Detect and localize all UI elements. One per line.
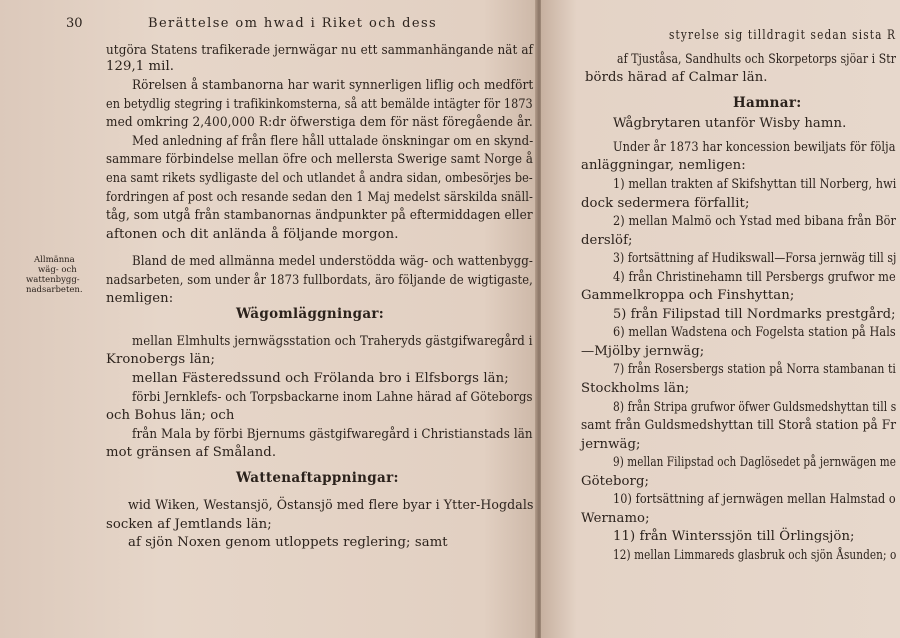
text-line: Göteborg; (581, 474, 650, 489)
right-page (541, 0, 900, 638)
text-line: 11) från Winterssjön till Örlingsjön; (613, 529, 855, 544)
text-line: Stockholms län; (581, 381, 690, 396)
text-line: anläggningar, nemligen: (581, 158, 746, 173)
text-line: jernwäg; (581, 437, 641, 452)
text-line: 7) från Rosersbergs station på Norra stambanan ti (613, 362, 896, 377)
text-line: derslöf; (581, 233, 633, 248)
section-heading-harbours: Hamnar: (733, 95, 802, 111)
text-line: fordringen af post och resande sedan den 1 Maj medelst särskilda snäll- (106, 190, 534, 205)
text-line: mellan Elmhults jernwägsstation och Traheryds gästgifwaregård i (132, 334, 533, 349)
text-line: 1) mellan trakten af Skifshyttan till Norberg, hwi (613, 177, 897, 192)
text-line: utgöra Statens trafikerade jernwägar nu ett sammanhängande nät af (106, 43, 534, 58)
text-line: Bland de med allmänna medel understödda wäg- och wattenbygg- (132, 254, 533, 269)
text-line: nemligen: (106, 291, 174, 306)
text-line: Under år 1873 har koncession bewiljats för följa (613, 140, 896, 155)
text-line: dock sedermera förfallit; (581, 196, 750, 211)
text-line: ena samt rikets sydligaste del och utlandet å andra sidan, ombesörjes be- (106, 171, 533, 186)
text-line: 4) från Christinehamn till Persbergs grufwor me (613, 270, 896, 285)
text-line: med omkring 2,400,000 R:dr öfwerstiga dem för näst föregående år. (106, 115, 533, 130)
text-line: en betydlig stegring i trafikinkomsterna, så att bemälde intägter för 1873 (106, 97, 533, 112)
running-head: styrelse sig tilldragit sedan sista R (669, 28, 897, 43)
text-line: 9) mellan Filipstad och Daglösedet på jernwägen me (613, 455, 896, 470)
text-line: af Tjuståsa, Sandhults och Skorpetorps sjöar i Str (617, 52, 897, 67)
text-line: mot gränsen af Småland. (106, 445, 277, 460)
text-line: wid Wiken, Westansjö, Östansjö med flere byar i Ytter-Hogdals (128, 498, 534, 513)
text-line: 10) fortsättning af jernwägen mellan Halmstad o (613, 492, 896, 507)
text-line: samt från Guldsmedshyttan till Storå station på Fr (581, 418, 897, 433)
text-line: börds härad af Calmar län. (585, 70, 768, 85)
margin-note-line: Allmänna (34, 255, 75, 265)
text-line: aftonen och dit anlända å följande morgon. (106, 227, 399, 242)
text-line: 12) mellan Limmareds glasbruk och sjön Åsunden; o (613, 548, 897, 563)
text-line: nadsarbeten, som under år 1873 fullbordats, äro följande de wigtigaste, (106, 273, 533, 288)
text-line: sammare förbindelse mellan öfre och mellersta Swerige samt Norge å (106, 152, 534, 167)
text-line: —Mjölby jernwäg; (581, 344, 705, 359)
text-line: förbi Jernklefs- och Torpsbackarne inom Lahne härad af Göteborgs (132, 390, 533, 405)
running-head: Berättelse om hwad i Riket och dess (148, 16, 438, 31)
text-line: 129,1 mil. (106, 59, 175, 74)
text-line: 8) från Stripa grufwor öfwer Guldsmedshyttan till s (613, 400, 897, 415)
text-line: 5) från Filipstad till Nordmarks prestgård; (613, 307, 896, 322)
text-line: Wågbrytaren utanför Wisby hamn. (613, 116, 847, 131)
text-line: Gammelkroppa och Finshyttan; (581, 288, 795, 303)
margin-note-line: nadsarbeten. (26, 285, 83, 295)
margin-note-line: wäg- och (38, 265, 77, 275)
page-number: 30 (66, 16, 83, 31)
section-heading-water: Wattenaftappningar: (236, 470, 399, 486)
text-line: tåg, som utgå från stambanornas ändpunkter på eftermiddagen eller (106, 208, 533, 223)
text-line: 2) mellan Malmö och Ystad med bibana från Bör (613, 214, 897, 229)
text-line: Wernamo; (581, 511, 650, 526)
text-line: mellan Fästeredssund och Frölanda bro i Elfsborgs län; (132, 371, 509, 386)
text-line: Rörelsen å stambanorna har warit synnerligen liflig och medfört (132, 78, 534, 93)
text-line: 6) mellan Wadstena och Fogelsta station på Hals (613, 325, 896, 340)
text-line: från Mala by förbi Bjernums gästgifwaregård i Christianstads län (132, 427, 533, 442)
text-line: socken af Jemtlands län; (106, 517, 272, 532)
margin-note-line: wattenbygg- (26, 275, 80, 285)
text-line: Med anledning af från flere håll uttalade önskningar om en skynd- (132, 134, 534, 149)
section-heading-roads: Wägomläggningar: (236, 306, 385, 322)
text-line: och Bohus län; och (106, 408, 235, 423)
text-line: 3) fortsättning af Hudikswall—Forsa jernwäg till sj (613, 251, 897, 266)
text-line: af sjön Noxen genom utloppets reglering; samt (128, 535, 448, 550)
text-line: Kronobergs län; (106, 352, 215, 367)
